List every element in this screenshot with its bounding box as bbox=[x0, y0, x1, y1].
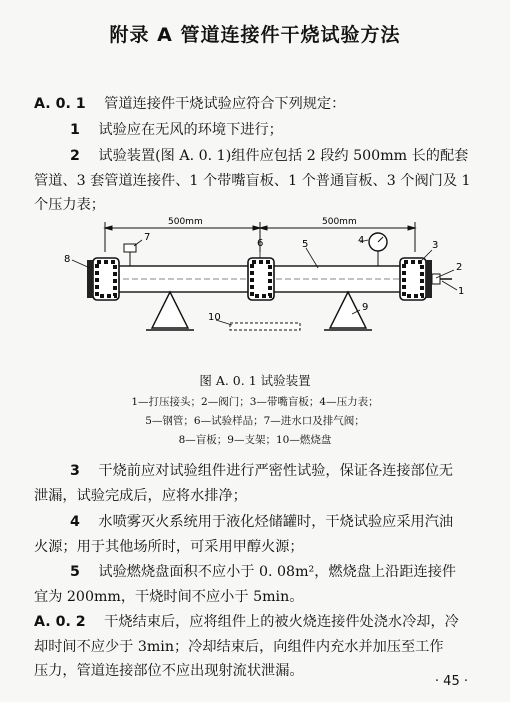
item-text: 水喷雾灭火系统用于液化烃储罐时，干烧试验应采用汽油 bbox=[98, 514, 454, 530]
clause-text: 干烧结束后，应将组件上的被火烧连接件处浇水冷却，冷 bbox=[104, 614, 459, 630]
clause-a02-line3: 压力，管道连接部位不应出现射流状泄漏。 bbox=[34, 663, 304, 679]
figure-legend-line2: 5—钢管；6—试验样品；7—进水口及排气阀； bbox=[145, 415, 365, 427]
item-number: 4 bbox=[70, 514, 80, 530]
clause-number: A. 0. 2 bbox=[34, 614, 86, 630]
item-text: 试验燃烧盘面积不应小于 0. 08m²，燃烧盘上沿距连接件 bbox=[98, 564, 457, 580]
item-5 bbox=[70, 560, 456, 585]
item-2-line3: 个压力表； bbox=[34, 197, 105, 213]
item-text: 试验装置(图 A. 0. 1)组件应包括 2 段约 500mm 长的配套 bbox=[98, 148, 469, 164]
item-number: 3 bbox=[70, 463, 80, 479]
item-4 bbox=[70, 510, 453, 535]
test-apparatus-figure bbox=[60, 210, 480, 365]
item-2-line2: 管道、3 套管道连接件、1 个带嘴盲板、1 个普通盲板、3 个阀门及 1 bbox=[34, 173, 471, 189]
item-number: 5 bbox=[70, 564, 80, 580]
pressure-gauge bbox=[369, 233, 387, 266]
label-9: 9 bbox=[362, 302, 369, 313]
burn-tray bbox=[230, 323, 300, 330]
label-2: 2 bbox=[456, 262, 463, 273]
label-10: 10 bbox=[208, 312, 221, 323]
item-text: 试验应在无风的环境下进行； bbox=[98, 122, 283, 138]
clause-text: 管道连接件干烧试验应符合下列规定： bbox=[104, 96, 346, 112]
item-4-line2: 火源；用于其他场所时，可采用甲醇火源； bbox=[34, 539, 304, 555]
clause-a02-line2: 却时间不应少于 3min；冷却结束后，向组件内充水并加压至工作 bbox=[34, 639, 444, 655]
coupling-middle bbox=[248, 258, 274, 300]
coupling-left bbox=[87, 258, 119, 300]
item-3-line2: 泄漏，试验完成后，应将水排净； bbox=[34, 488, 247, 504]
label-7: 7 bbox=[144, 232, 151, 243]
label-5: 5 bbox=[302, 239, 309, 250]
figure-legend-line3: 8—盲板；9—支架；10—燃烧盘 bbox=[178, 434, 332, 446]
label-6: 6 bbox=[257, 238, 264, 249]
figure-legend-line1: 1—打压接头；2—阀门；3—带嘴盲板；4—压力表； bbox=[131, 396, 379, 408]
dim-label-left: 500mm bbox=[168, 217, 203, 227]
label-3: 3 bbox=[432, 240, 439, 251]
clause-number: A. 0. 1 bbox=[34, 96, 86, 112]
page-title: 附录 A 管道连接件干烧试验方法 bbox=[109, 24, 401, 46]
support-left bbox=[146, 292, 194, 330]
item-1 bbox=[70, 118, 283, 143]
label-1: 1 bbox=[458, 286, 465, 297]
figure-caption: 图 A. 0. 1 试验装置 bbox=[199, 373, 311, 388]
coupling-right bbox=[400, 258, 452, 300]
label-4: 4 bbox=[358, 235, 365, 246]
item-3 bbox=[70, 459, 453, 484]
item-number: 2 bbox=[70, 148, 80, 164]
item-number: 1 bbox=[70, 122, 80, 138]
item-text: 干烧前应对试验组件进行严密性试验，保证各连接部位无 bbox=[98, 463, 454, 479]
inlet-valve bbox=[124, 244, 136, 266]
clause-a02 bbox=[34, 610, 459, 635]
item-2 bbox=[70, 144, 468, 169]
page-number: · 45 · bbox=[434, 674, 468, 689]
label-8: 8 bbox=[64, 254, 71, 265]
dim-label-right: 500mm bbox=[322, 217, 357, 227]
clause-a01 bbox=[34, 92, 345, 117]
item-5-line2: 宜为 200mm，干烧时间不应小于 5min。 bbox=[34, 589, 304, 605]
